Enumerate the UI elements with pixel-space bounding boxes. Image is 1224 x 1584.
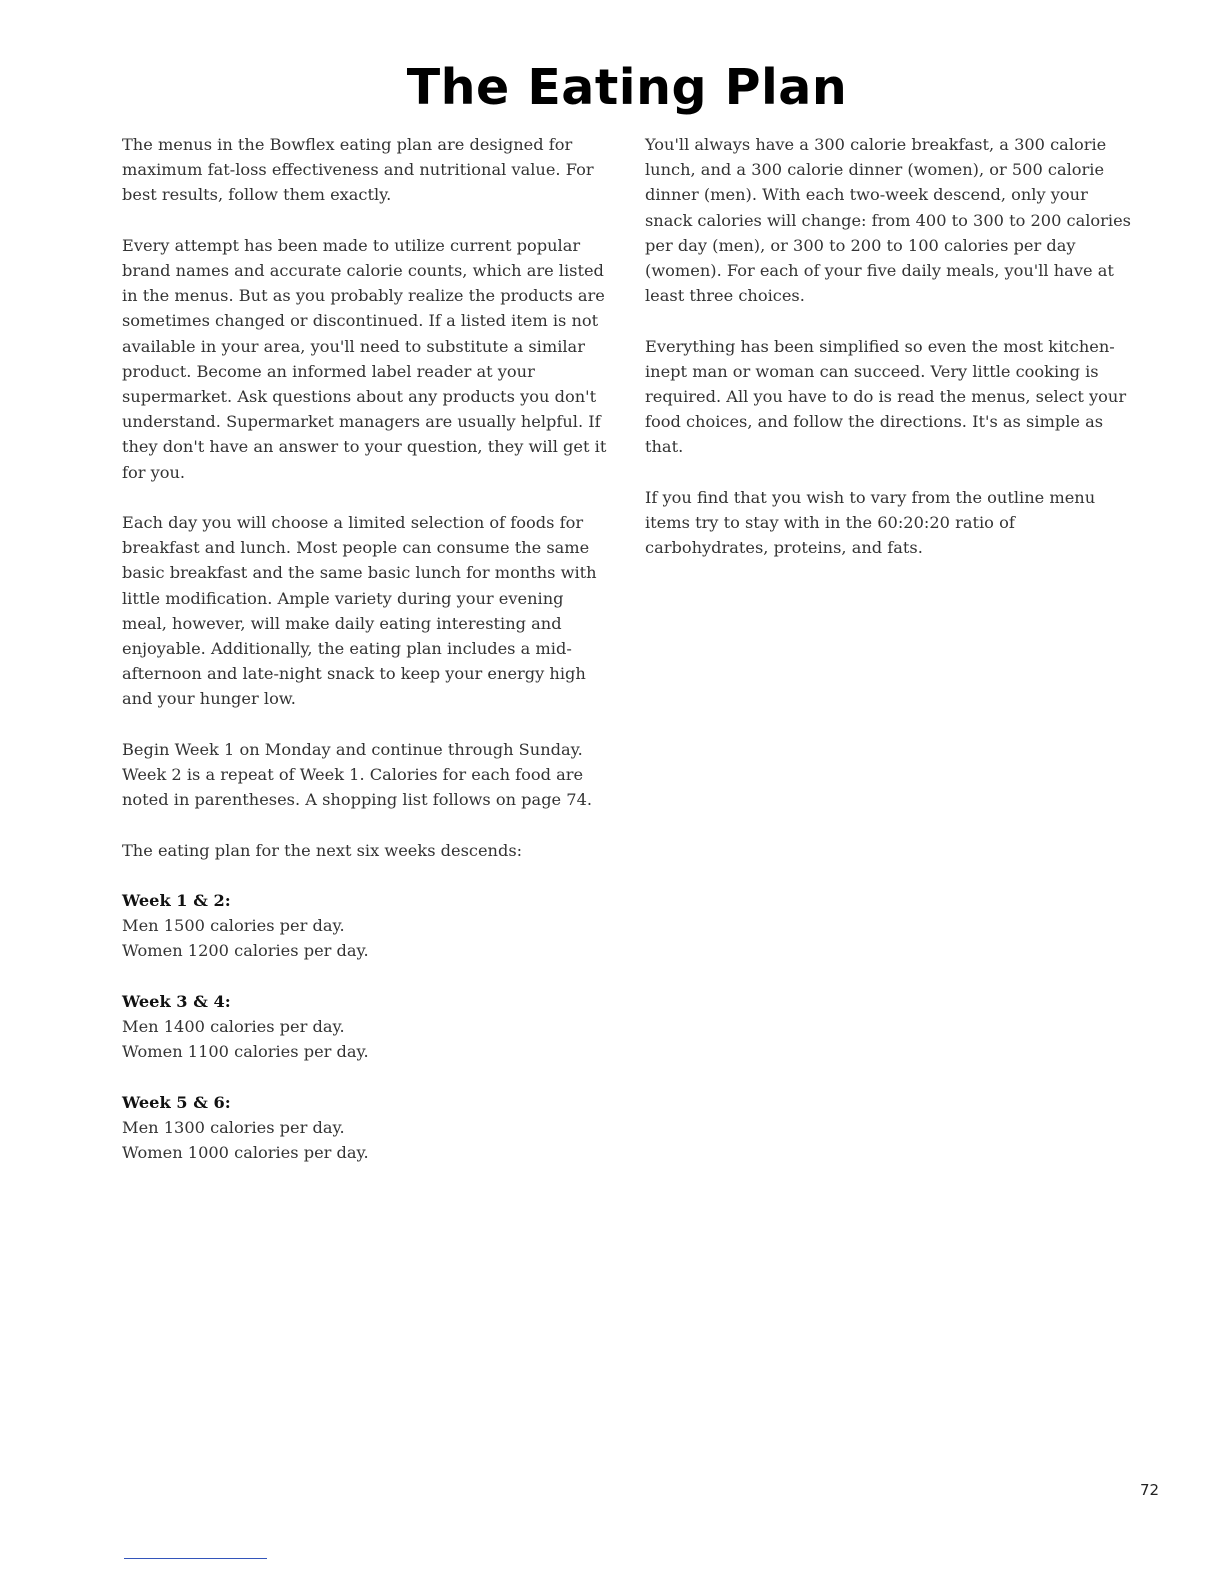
week-schedule-paragraph: Begin Week 1 on Monday and continue through Sunday. Week 2 is a repeat of Week 1. Calories for each food are noted in parentheses. A shopping list follows on page 74. [122,739,593,810]
calorie-breakdown-paragraph: You'll always have a 300 calorie breakfast, a 300 calorie lunch, and a 300 calorie dinner (women), or 500 calorie dinner (men). With each two-week descend, only your snack calories will change: from 400 to 300 to 200 calories per day (men), or 300 to 200 to 100 calories per day (women). For each of your five daily meals, you'll have at least three choices. [645,135,1131,306]
intro-paragraph: The menus in the Bowflex eating plan are designed for maximum fat-loss effectiveness and nutritional value. For best results, follow them exactly. [122,135,594,205]
women-calories: Women 1000 calories per day. [122,1143,369,1163]
week-heading: Week 1 & 2: [122,891,231,911]
brand-names-paragraph: Every attempt has been made to utilize current popular brand names and accurate calorie counts, which are listed in the menus. But as you probably realize the products are sometimes changed or discontinued. If a listed item is not available in your area, you'll need to substitute a similar product. Become an informed label reader at your supermarket. Ask questions about any products you don't understand. Supermarket managers are usually helpful. If they don't have an answer to your question, they will get it for you. [122,235,607,482]
men-calories: Men 1400 calories per day. [122,1017,345,1037]
descends-intro-paragraph: The eating plan for the next six weeks descends: [122,840,523,860]
ratio-paragraph: If you find that you wish to vary from the outline menu items try to stay with in the 60:20:20 ratio of carbohydrates, proteins, and fats. [645,487,1096,558]
week-heading: Week 3 & 4: [122,991,231,1011]
simplified-paragraph: Everything has been simplified so even the most kitchen-inept man or woman can succeed. Very little cooking is required. All you have to do is read the menus, select your food choices, and follow the directions. It's as simple as that. [645,336,1127,457]
page-title: The Eating Plan [406,59,848,116]
men-calories: Men 1500 calories per day. [122,916,345,936]
daily-selection-paragraph: Each day you will choose a limited selection of foods for breakfast and lunch. Most people can consume the same basic breakfast and the same basic lunch for months with little modification. Ample variety during your evening meal, however, will make daily eating interesting and enjoyable. Additionally, the eating plan includes a mid-afternoon and late-night snack to keep your energy high and your hunger low. [122,513,597,709]
week-5-6-block [122,1090,608,1166]
week-heading: Week 5 & 6: [122,1092,231,1112]
week-1-2-block [122,888,608,964]
week-3-4-block [122,989,608,1065]
men-calories: Men 1300 calories per day. [122,1117,345,1137]
footer-divider [124,1558,267,1559]
women-calories: Women 1100 calories per day. [122,1042,369,1062]
women-calories: Women 1200 calories per day. [122,941,369,961]
left-column [122,132,608,1190]
page-number: 72 [1140,1481,1160,1499]
right-column [645,132,1131,586]
